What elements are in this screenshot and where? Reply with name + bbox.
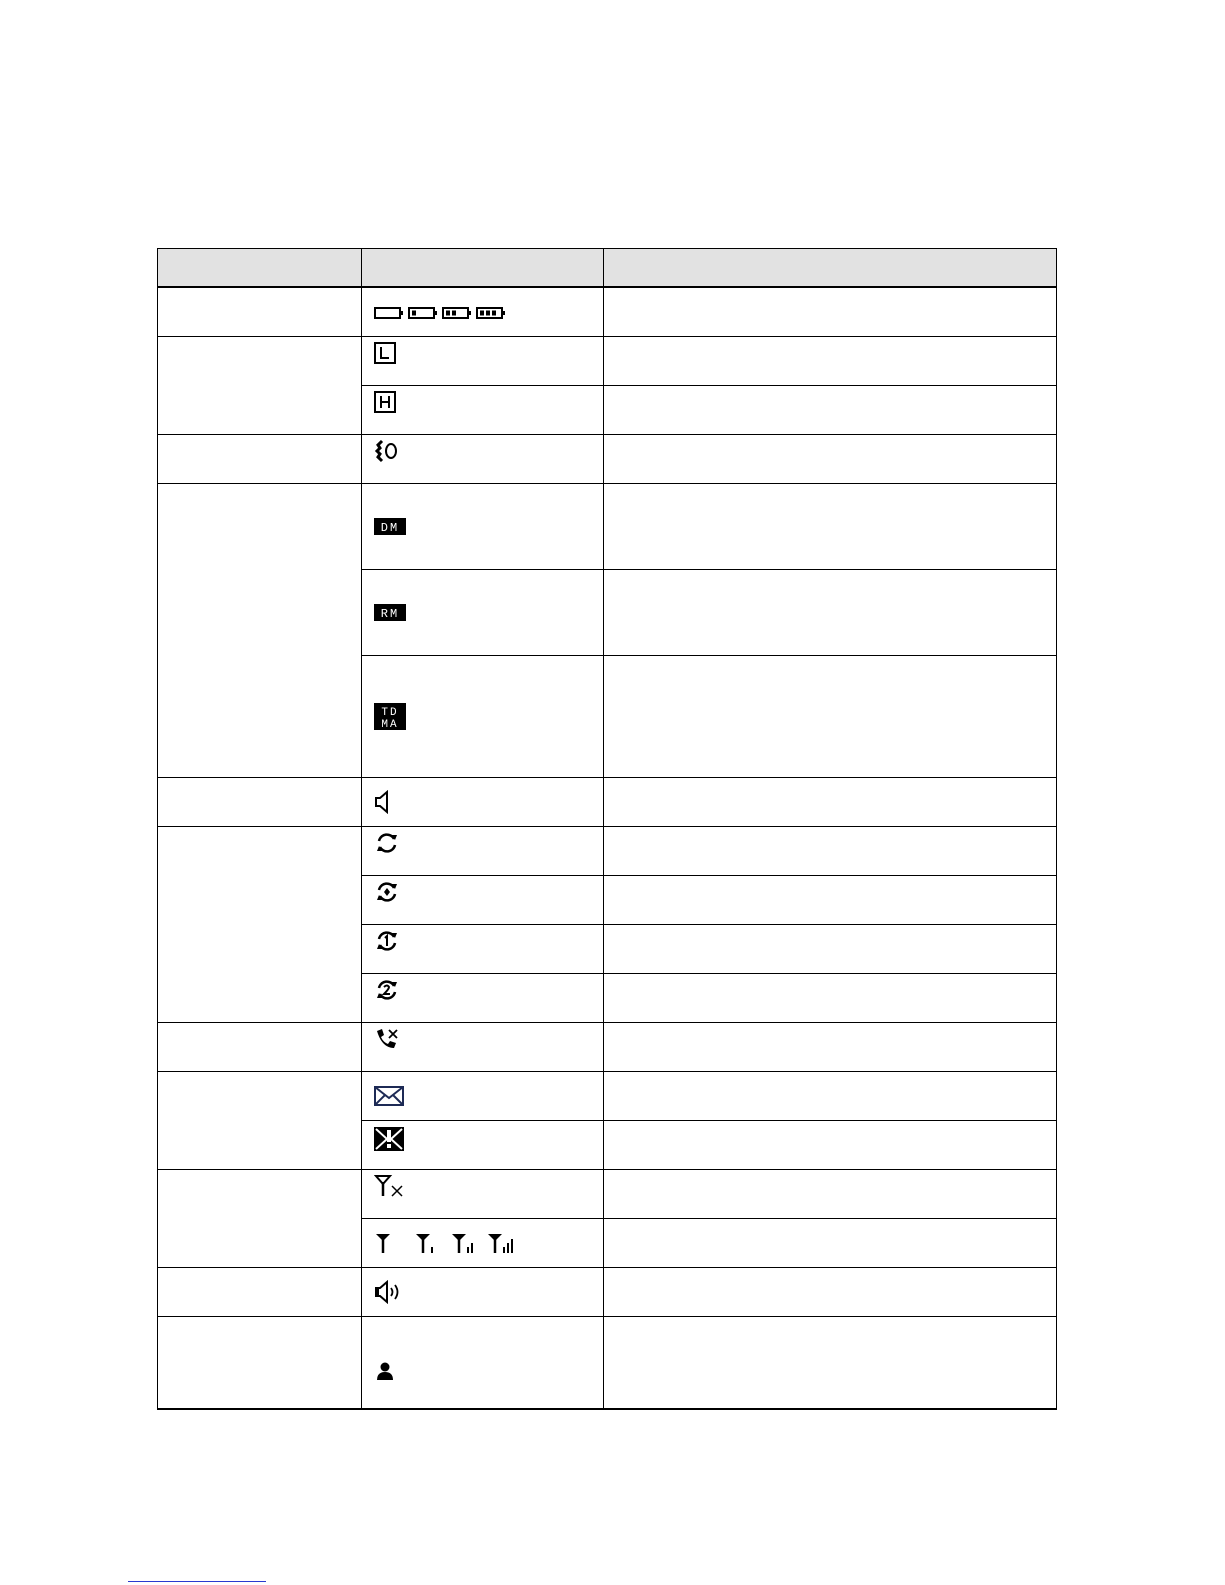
battery-two-bars-icon — [442, 307, 472, 319]
icon-cell — [362, 1072, 604, 1121]
priority-2-scan-icon — [374, 978, 400, 1002]
svg-text:TD: TD — [381, 707, 399, 719]
table-row — [158, 1170, 1057, 1219]
priority-scan-icon — [374, 880, 400, 904]
scan-zero-icon — [374, 439, 400, 463]
icon-cell — [362, 974, 604, 1023]
icon-cell — [362, 1023, 604, 1072]
description-cell — [604, 435, 1057, 484]
signal-strength-2-icon — [414, 1232, 438, 1254]
category-cell — [158, 484, 362, 778]
high-power-h-icon — [374, 391, 396, 413]
repeater-mode-rm-icon — [374, 604, 406, 621]
table-row — [158, 1023, 1057, 1072]
table-header-row — [158, 249, 1057, 288]
icon-cell — [362, 484, 604, 570]
svg-text:RM: RM — [380, 607, 400, 622]
description-cell — [604, 656, 1057, 778]
category-cell — [158, 435, 362, 484]
icon-cell — [362, 656, 604, 778]
battery-one-bar-icon — [408, 307, 438, 319]
table-row — [158, 1317, 1057, 1410]
description-cell — [604, 1072, 1057, 1121]
message-envelope-icon — [374, 1086, 404, 1106]
category-cell — [158, 287, 362, 337]
description-cell — [604, 778, 1057, 827]
message-inbox-full-icon — [374, 1127, 404, 1151]
signal-strength-4-icon — [486, 1232, 516, 1254]
table-row — [158, 287, 1057, 337]
svg-text:MA: MA — [381, 719, 399, 730]
battery-full-icon — [476, 307, 506, 319]
category-cell — [158, 1170, 362, 1268]
category-cell — [158, 1072, 362, 1170]
description-cell — [604, 287, 1057, 337]
header-cell-3 — [604, 249, 1057, 288]
description-cell — [604, 1317, 1057, 1410]
signal-strength-1-icon — [374, 1232, 396, 1254]
header-cell-2 — [362, 249, 604, 288]
table-row — [158, 827, 1057, 876]
category-cell — [158, 1268, 362, 1317]
category-cell — [158, 827, 362, 1023]
description-cell — [604, 827, 1057, 876]
description-cell — [604, 386, 1057, 435]
description-cell — [604, 337, 1057, 386]
footer-link-underline — [128, 1581, 266, 1582]
category-cell — [158, 1023, 362, 1072]
description-cell — [604, 876, 1057, 925]
icon-cell — [362, 876, 604, 925]
table-row — [158, 484, 1057, 570]
category-cell — [158, 337, 362, 435]
category-cell — [158, 1317, 362, 1410]
description-cell — [604, 570, 1057, 656]
icon-cell — [362, 1268, 604, 1317]
table-row — [158, 1072, 1057, 1121]
icon-cell — [362, 827, 604, 876]
no-signal-icon — [374, 1174, 406, 1198]
icon-cell — [362, 435, 604, 484]
contact-person-icon — [374, 1360, 396, 1382]
icon-cell — [362, 778, 604, 827]
tdma-icon — [374, 703, 406, 730]
svg-text:DM: DM — [380, 521, 400, 536]
header-cell-1 — [158, 249, 362, 288]
signal-strength-3-icon — [450, 1232, 478, 1254]
icon-cell — [362, 287, 604, 337]
status-icon-table — [157, 248, 1057, 1410]
speaker-icon — [374, 790, 392, 814]
table-row — [158, 435, 1057, 484]
description-cell — [604, 1219, 1057, 1268]
description-cell — [604, 1121, 1057, 1170]
icon-cell — [362, 1170, 604, 1219]
description-cell — [604, 974, 1057, 1023]
table-row — [158, 337, 1057, 386]
category-cell — [158, 778, 362, 827]
icon-cell — [362, 1219, 604, 1268]
description-cell — [604, 484, 1057, 570]
table-row — [158, 778, 1057, 827]
icon-cell — [362, 337, 604, 386]
missed-call-icon — [374, 1027, 400, 1051]
direct-mode-dm-icon — [374, 518, 406, 535]
scan-icon — [374, 831, 400, 855]
battery-empty-icon — [374, 307, 404, 319]
description-cell — [604, 1170, 1057, 1219]
low-power-l-icon — [374, 342, 396, 364]
description-cell — [604, 925, 1057, 974]
icon-cell — [362, 570, 604, 656]
description-cell — [604, 1268, 1057, 1317]
icon-cell — [362, 1317, 604, 1410]
icon-cell — [362, 386, 604, 435]
icon-cell — [362, 1121, 604, 1170]
table-row — [158, 1268, 1057, 1317]
priority-1-scan-icon — [374, 929, 400, 953]
icon-cell — [362, 925, 604, 974]
vibrate-ring-icon — [374, 1280, 404, 1304]
description-cell — [604, 1023, 1057, 1072]
